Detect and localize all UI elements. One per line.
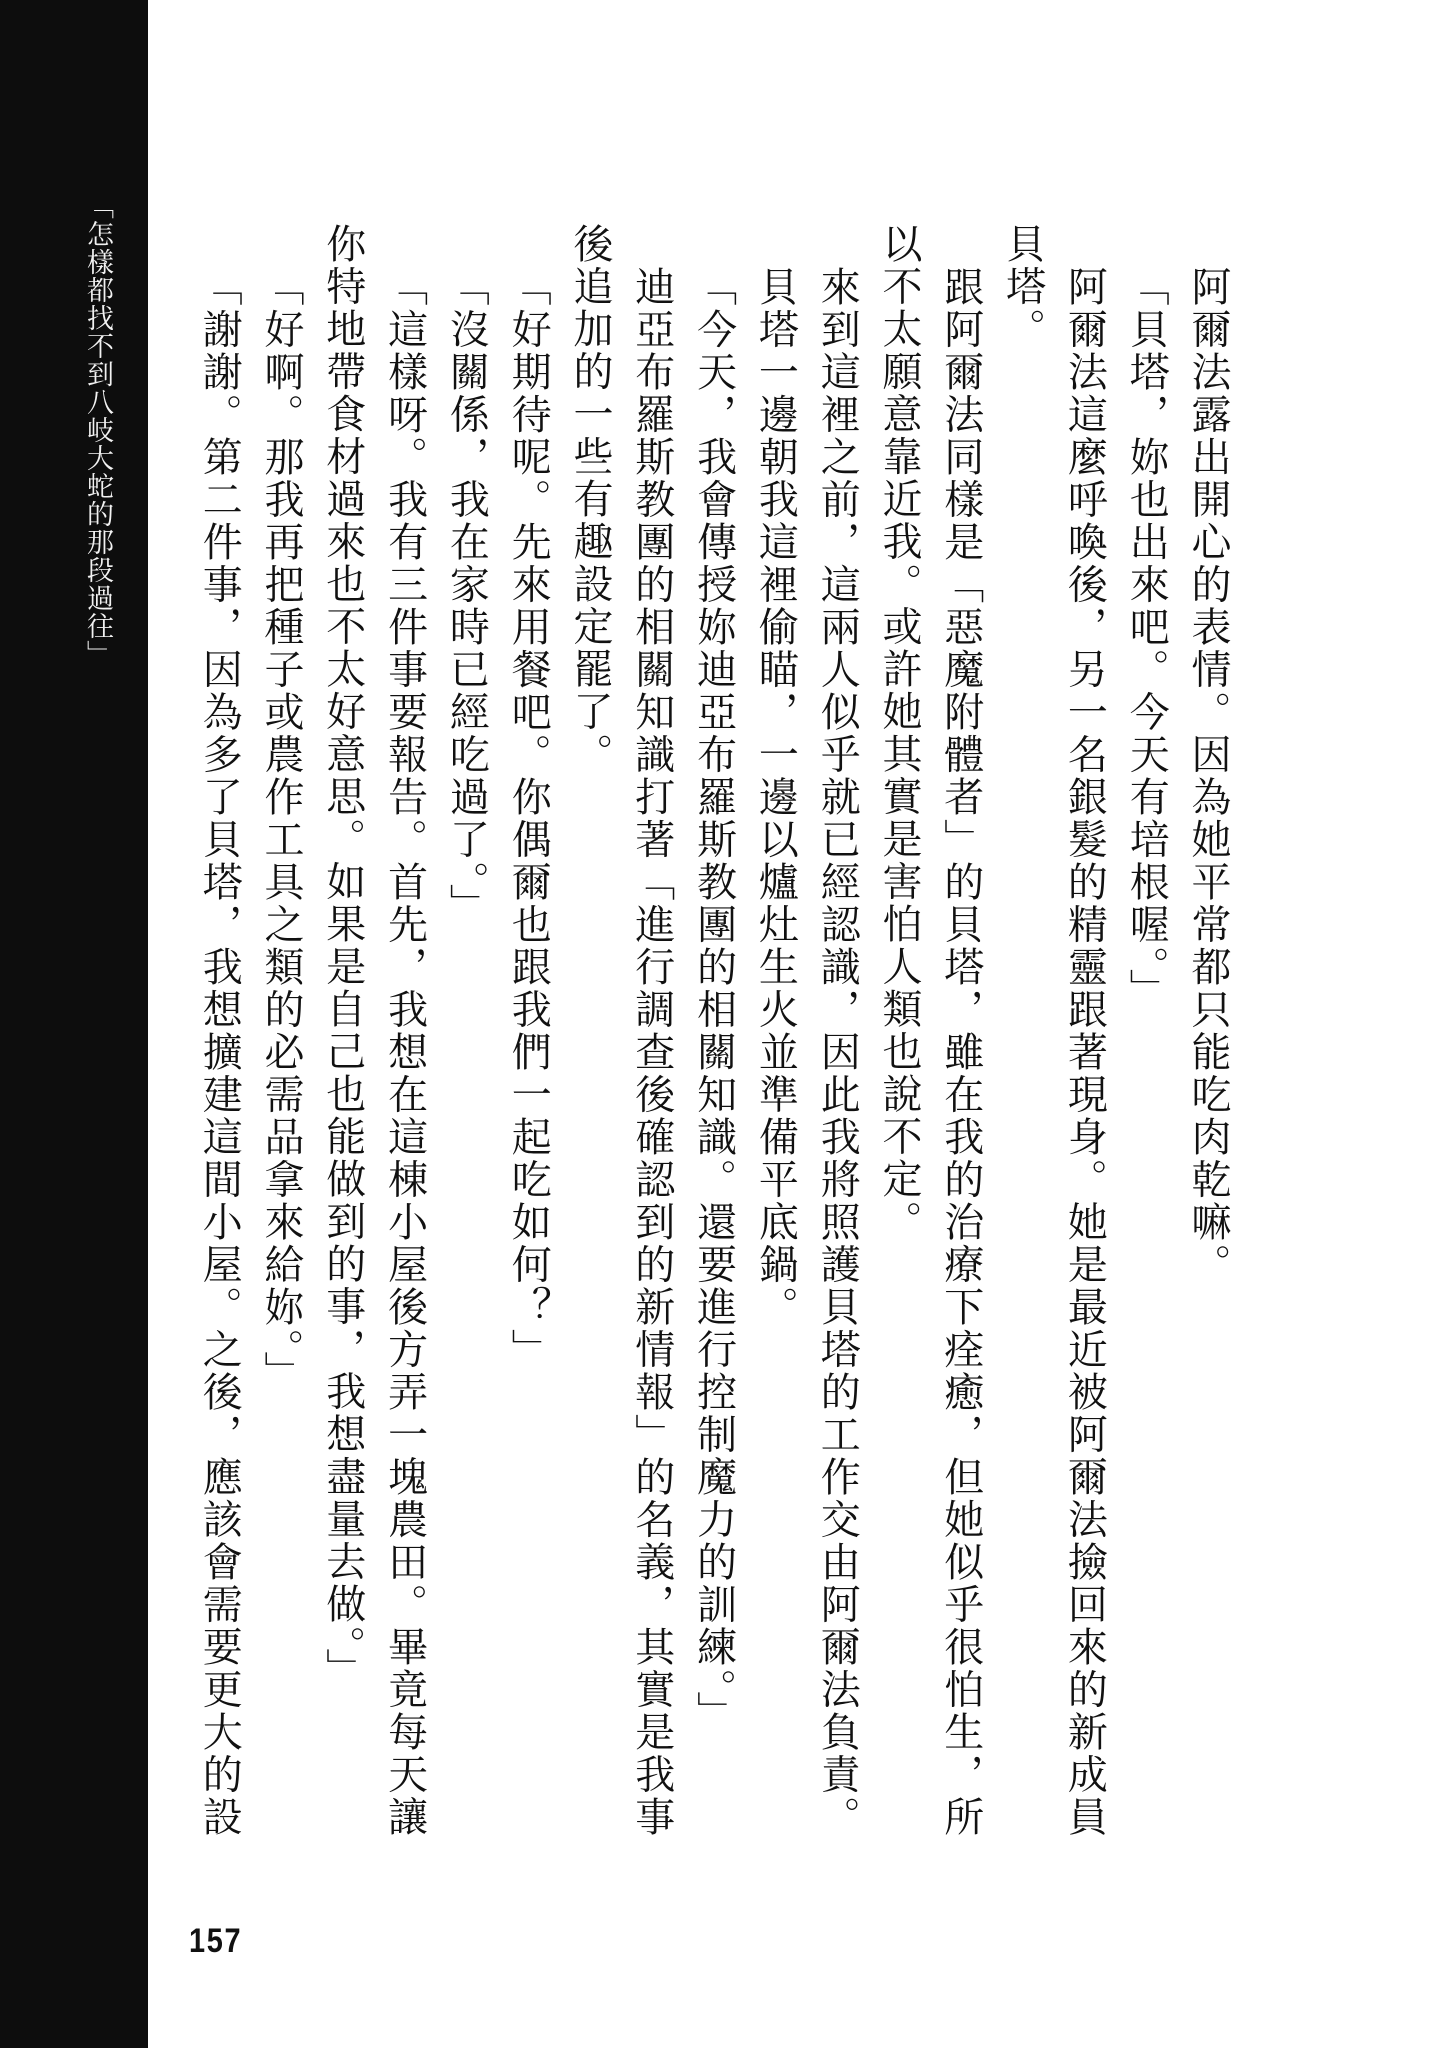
text-column: 迪亞布羅斯教團的相關知識打著「進行調查後確認到的新情報」的名義，其實是我事 [628,266,675,1839]
text-column: 以不太願意靠近我。或許她其實是害怕人類也說不定。 [876,223,922,1243]
text-column: 貝塔。 [999,223,1046,351]
text-column: 「好期待呢。先來用餐吧。你偶爾也跟我們一起吃如何？」 [505,266,552,1371]
text-column: 「貝塔，妳也出來吧。今天有培根喔。」 [1123,266,1170,1011]
text-column: 「這樣呀。我有三件事要報告。首先，我想在這棟小屋後方弄一塊農田。畢竟每天讓 [381,266,428,1839]
text-column: 阿爾法露出開心的表情。因為她平常都只能吃肉乾嘛。 [1185,266,1231,1286]
text-column: 你特地帶食材過來也不太好意思。如果是自己也能做到的事，我想盡量去做。」 [319,223,366,1691]
text-column: 貝塔一邊朝我這裡偷瞄，一邊以爐灶生火並準備平底鍋。 [752,266,799,1329]
text-column: 來到這裡之前，這兩人似乎就已經認識，因此我將照護貝塔的工作交由阿爾法負責。 [814,266,861,1839]
text-column: 後追加的一些有趣設定罷了。 [567,223,613,776]
chapter-title: 「怎樣都找不到八岐大蛇的那段過往」 [82,192,113,668]
text-column: 「謝謝。第二件事，因為多了貝塔，我想擴建這間小屋。之後，應該會需要更大的設 [196,266,243,1839]
chapter-sidebar [0,0,148,2048]
page-number: 157 [189,1922,243,1960]
text-column: 阿爾法這麼呼喚後，另一名銀髮的精靈跟著現身。她是最近被阿爾法撿回來的新成員 [1061,266,1108,1839]
text-column: 「好啊。那我再把種子或農作工具之類的必需品拿來給妳。」 [258,266,304,1394]
text-column: 「沒關係，我在家時已經吃過了。」 [443,266,490,926]
text-column: 「今天，我會傳授妳迪亞布羅斯教團的相關知識。還要進行控制魔力的訓練。」 [690,266,737,1734]
text-column: 跟阿爾法同樣是「惡魔附體者」的貝塔，雖在我的治療下痊癒，但她似乎很怕生，所 [937,266,984,1839]
